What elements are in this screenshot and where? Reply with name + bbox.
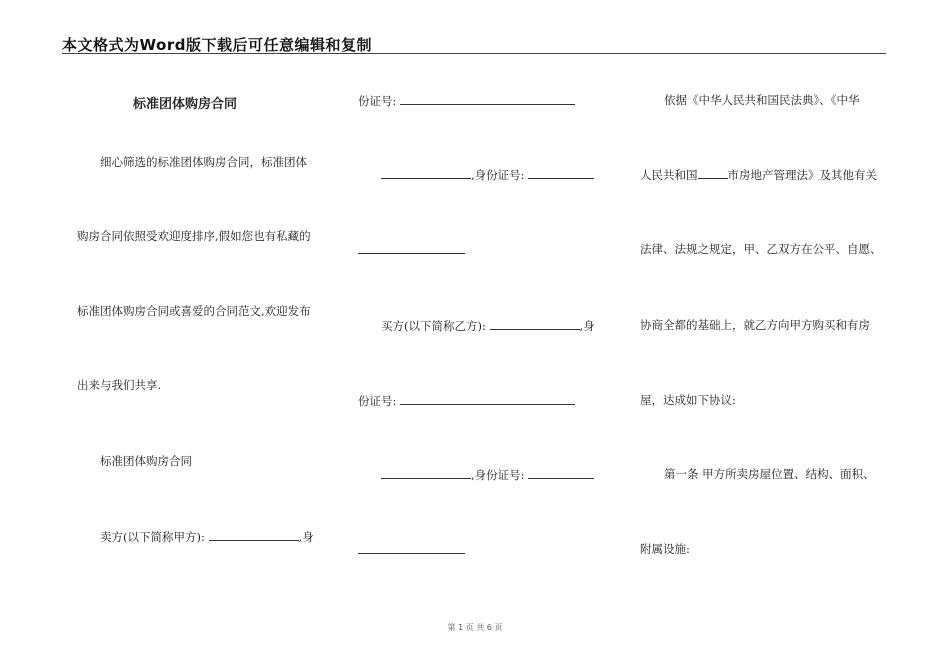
banner-divider — [62, 53, 886, 54]
buyer-suffix: ,身 — [579, 319, 595, 333]
basis-line-2a: 人民共和国 — [640, 168, 698, 182]
id-blank-2 — [528, 167, 594, 179]
id-blank-4 — [528, 467, 594, 479]
id-label-3: 份证号: — [358, 394, 397, 408]
intro-line-2: 购房合同依照受欢迎度排序,假如您也有私藏的 — [77, 229, 311, 243]
id-label-1: 份证号: — [358, 94, 397, 108]
intro-line-1: 细心筛选的标准团体购房合同，标准团体 — [100, 155, 307, 169]
seller-label: 卖方(以下简称甲方): — [100, 530, 205, 544]
id-line-1 — [358, 93, 575, 108]
seller-line — [100, 529, 314, 544]
id-blank-1 — [400, 93, 575, 105]
buyer-name-blank — [490, 318, 580, 330]
article-1-line-2: 附属设施: — [640, 542, 690, 556]
party-blank-1 — [381, 167, 471, 179]
article-1-line-1: 第一条 甲方所卖房屋位置、结构、面积、 — [664, 467, 875, 481]
basis-line-1: 依据《中华人民共和国民法典》、《中华 — [664, 93, 860, 107]
party-blank-2 — [381, 467, 471, 479]
buyer-line — [381, 318, 595, 333]
contract-subtitle: 标准团体购房合同 — [100, 454, 192, 468]
seller-suffix: ,身 — [298, 530, 314, 544]
blank-line-2 — [358, 553, 465, 554]
id-line-4 — [381, 467, 594, 482]
id-blank-3 — [400, 393, 575, 405]
city-blank — [698, 167, 728, 179]
basis-line-3: 法律、法规之规定，甲、乙双方在公平、自愿、 — [640, 242, 882, 256]
document-banner: 本文格式为Word版下载后可任意编辑和复制 — [62, 36, 372, 54]
basis-line-5: 屋，达成如下协议: — [640, 393, 736, 407]
seller-name-blank — [209, 529, 299, 541]
buyer-label: 买方(以下简称乙方): — [381, 319, 486, 333]
intro-line-4: 出来与我们共享. — [77, 378, 162, 392]
basis-line-2b: 市房地产管理法》及其他有关 — [727, 168, 877, 182]
blank-line-1 — [358, 253, 465, 254]
id-line-2 — [381, 167, 594, 182]
id-label-4: ,身份证号: — [471, 468, 525, 482]
page-number: 第 1 页 共 6 页 — [447, 623, 503, 632]
id-line-3 — [358, 393, 575, 408]
basis-line-2 — [640, 167, 877, 182]
document-title: 标准团体购房合同 — [133, 97, 238, 112]
id-label-2: ,身份证号: — [471, 168, 525, 182]
intro-line-3: 标准团体购房合同或喜爱的合同范文,欢迎发布 — [77, 304, 311, 318]
basis-line-4: 协商全都的基础上，就乙方向甲方购买和有房 — [640, 318, 870, 332]
